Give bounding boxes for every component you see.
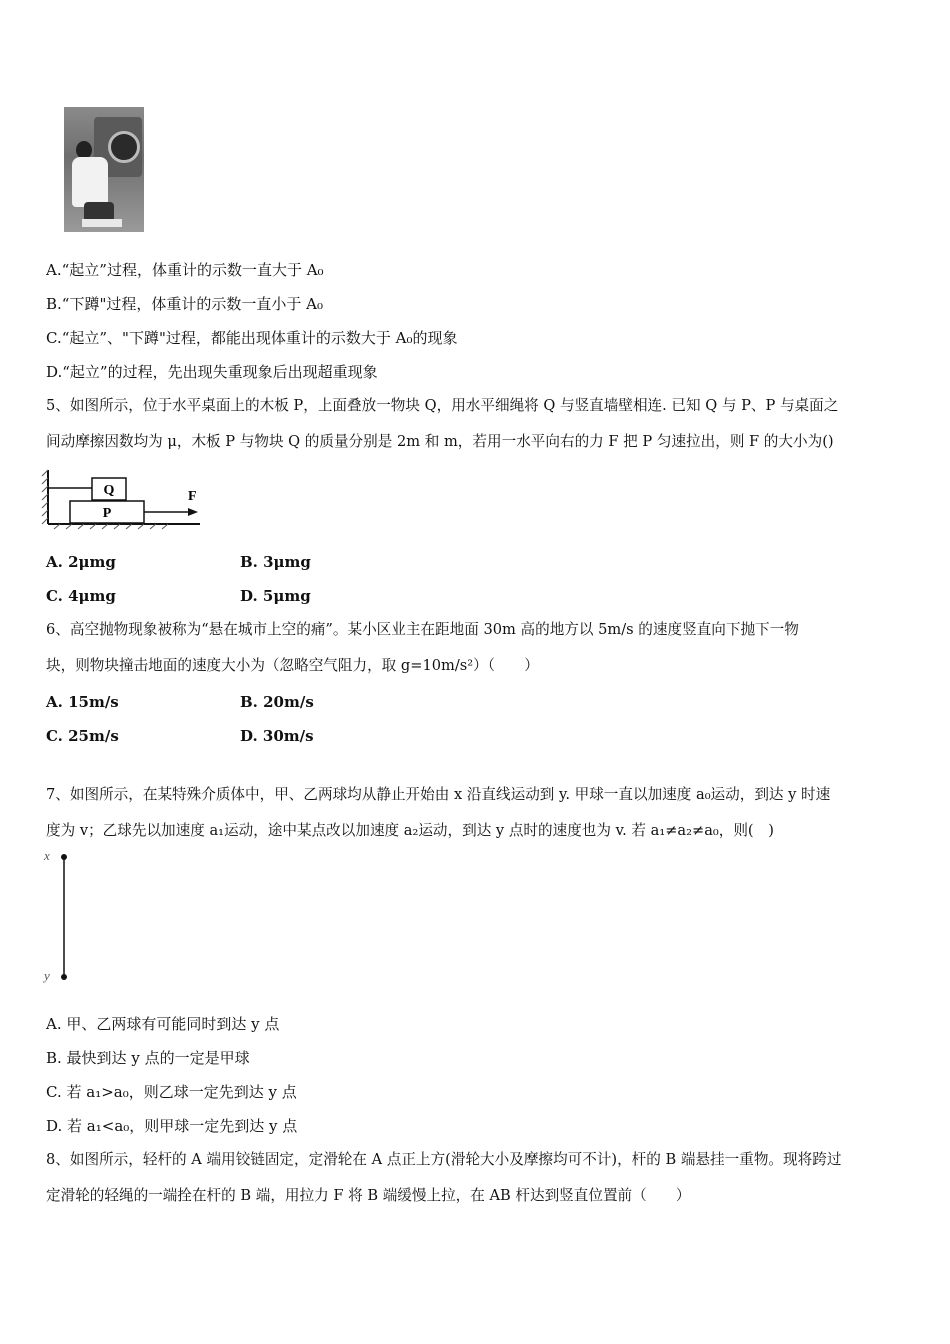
q7-option-d: D. 若 a₁<a₀，则甲球一定先到达 y 点 xyxy=(46,1117,298,1135)
q5-option-a: A. 2μmg xyxy=(46,553,116,571)
q8-stem-line1: 8、如图所示，轻杆的 A 端用铰链固定，定滑轮在 A 点正上方(滑轮大小及摩擦均可不计)，杆的 B 端悬挂一重物。现将跨过 xyxy=(46,1151,842,1168)
q6-option-a: A. 15m/s xyxy=(46,693,119,711)
q5-board-diagram xyxy=(40,468,205,530)
q7-option-a: A. 甲、乙两球有可能同时到达 y 点 xyxy=(46,1015,280,1033)
q6-stem-line1: 6、高空抛物现象被称为“悬在城市上空的痛”。某小区业主在距地面 30m 高的地方以 5m/s 的速度竖直向下抛下一物 xyxy=(46,621,799,638)
q5-stem-line1: 5、如图所示，位于水平桌面上的木板 P，上面叠放一物块 Q，用水平细绳将 Q 与竖直墙壁相连. 已知 Q 与 P、P 与桌面之 xyxy=(46,397,839,414)
q4-option-d: D.“起立”的过程，先出现失重现象后出现超重现象 xyxy=(46,363,378,381)
q5-option-c: C. 4μmg xyxy=(46,587,116,605)
q7-stem-line2: 度为 v；乙球先以加速度 a₁运动，途中某点改以加速度 a₂运动，到达 y 点时的速度也为 v. 若 a₁≠a₂≠a₀，则( ) xyxy=(46,822,774,839)
q6-stem-line2: 块，则物块撞击地面的速度大小为（忽略空气阻力，取 g=10m/s²）（ ） xyxy=(46,657,539,674)
force-f-label: F xyxy=(188,489,197,504)
q4-option-c: C.“起立”、"下蹲"过程，都能出现体重计的示数大于 A₀的现象 xyxy=(46,329,458,347)
point-x-label: x xyxy=(44,848,50,863)
q7-option-c: C. 若 a₁>a₀，则乙球一定先到达 y 点 xyxy=(46,1083,297,1101)
q7-option-b: B. 最快到达 y 点的一定是甲球 xyxy=(46,1049,250,1067)
point-y xyxy=(61,974,67,980)
q4-option-b: B.“下蹲"过程，体重计的示数一直小于 A₀ xyxy=(46,295,323,313)
q4-option-a: A.“起立”过程，体重计的示数一直大于 A₀ xyxy=(46,261,324,279)
q6-option-b: B. 20m/s xyxy=(240,693,314,711)
board-p-label: P xyxy=(102,506,112,521)
q5-stem-line2: 间动摩擦因数均为 μ，木板 P 与物块 Q 的质量分别是 2m 和 m，若用一水平向右的力 F 把 P 匀速拉出，则 F 的大小为() xyxy=(46,433,834,450)
point-y-label: y xyxy=(44,968,50,983)
q6-option-c: C. 25m/s xyxy=(46,727,119,745)
q5-option-b: B. 3μmg xyxy=(240,553,311,571)
q5-option-d: D. 5μmg xyxy=(240,587,311,605)
q7-stem-line1: 7、如图所示，在某特殊介质体中，甲、乙两球均从静止开始由 x 沿直线运动到 y. 甲球一直以加速度 a₀运动，到达 y 时速 xyxy=(46,786,831,803)
block-q-label: Q xyxy=(103,483,115,498)
q6-option-d: D. 30m/s xyxy=(240,727,314,745)
q7-xy-diagram xyxy=(40,846,80,986)
q8-stem-line2: 定滑轮的轻绳的一端拴在杆的 B 端，用拉力 F 将 B 端缓慢上拉，在 AB 杆达到竖直位置前（ ） xyxy=(46,1187,691,1204)
scale-person-photo xyxy=(64,107,144,232)
